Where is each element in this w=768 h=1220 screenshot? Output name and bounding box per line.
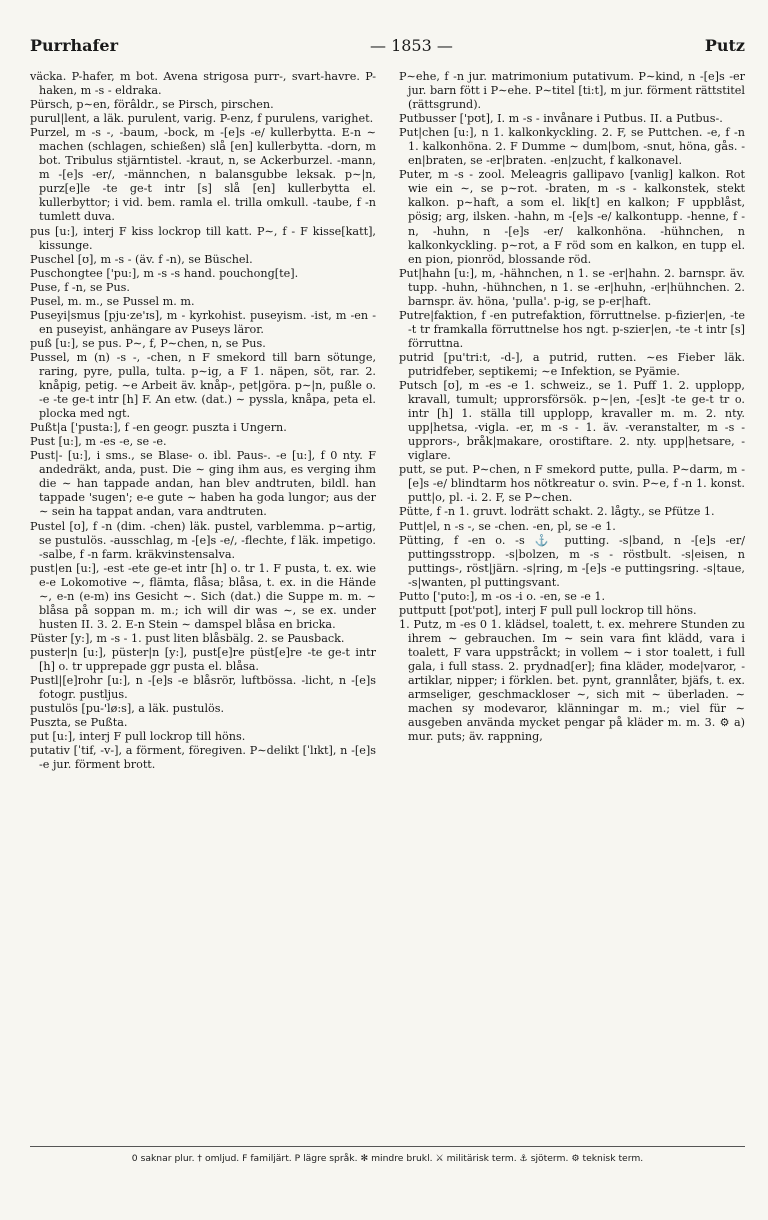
dictionary-entry: Pusel, m. m., se Pussel m. m. — [30, 294, 195, 308]
dictionary-entry: put [u:], interj F pull lockrop till höns. — [30, 730, 246, 744]
dictionary-entry: puster|n [u:], püster|n [y:], pust[e]re püst[e]re -te ge-t intr [h] o. tr upprepade ggr pusta el. blåsa. — [30, 645, 376, 673]
dictionary-entry: väcka. P-hafer, m bot. Avena strigosa purr-, svart-havre. P-haken, m -s - eldraka. — [30, 70, 376, 98]
dictionary-entry: Pussel, m (n) -s -, -chen, n F smekord till barn sötunge, raring, pyre, pulla, tulta. p∼ig, a F 1. näpen, söt, rar. 2. knåpig, petig. ∼e Arbeit äv. knåp-, pet|göra. p∼|n, pußle o. -e -te ge-t intr [h] F. An etw. (dat.) ∼ pyssla, knåpa, peta el. plocka med ngt. — [30, 350, 376, 421]
dictionary-entry: Putto ['puto:], m -os -i o. -en, se -e 1. — [399, 589, 606, 603]
two-column-body — [30, 70, 745, 772]
dictionary-entry: Putre|faktion, f -en putrefaktion, förruttnelse. p-fizier|en, -te -t tr framkalla förruttnelse hos ngt. p-szier|en, -te -t intr [s] förruttna. — [399, 308, 745, 350]
dictionary-entry: puttputt [pʊt'pʊt], interj F pull pull lockrop till höns. — [399, 603, 697, 617]
page-number: — 1853 — — [369, 36, 453, 55]
dictionary-entry: Pürsch, p∼en, förâldr., se Pirsch, pirschen. — [30, 98, 274, 112]
dictionary-entry: P∼ehe, f -n jur. matrimonium putativum. P∼kind, n -[e]s -er jur. barn fött i P∼ehe. P∼titel [ti:t], m jur. förment rättstitel (rättsgrund). — [399, 70, 745, 112]
dictionary-entry: Purzel, m -s -, -baum, -bock, m -[e]s -e/ kullerbytta. E-n ∼ machen (schlagen, schießen) slå [en] kullerbytta. -dorn, m bot. Tribulus stjärntistel. -kraut, n, se Ackerburzel. -mann, m -[e]s -er/, -männchen, n balansgubbe leksak. p∼|n, purz[e]le -te ge-t intr [s] slå [en] kullerbytta el. kullerbyttor; i vid. bem. ramla el. trilla omkull. -taube, f -n tumlett duva. — [30, 126, 376, 224]
dictionary-entry: Put|hahn [u:], m, -hähnchen, n 1. se -er|hahn. 2. barnspr. äv. tupp. -huhn, -hühnchen, n 1. se -er|huhn, -er|hühnchen. 2. barnspr. äv. höna, 'pulla'. p-ig, se p-er|haft. — [399, 266, 745, 308]
header-last-entry: Putz — [704, 36, 745, 55]
dictionary-entry: pust|en [u:], -est -ete ge-et intr [h] o. tr 1. F pusta, t. ex. wie e-e Lokomotive ∼, flämta, flåsa; blåsa, t. ex. in die Hände ∼, e-n (e-m) ins Gesicht ∼. Sich (dat.) die Suppe m. m. ∼ blåsa på soppan m. m.; ich will dir was ∼, se ex. under husten II. 3. 2. E-n Stein ∼ damspel blåsa en bricka. — [30, 561, 376, 631]
page-header — [30, 36, 745, 64]
dictionary-entry: Pütting, f -en o. -s ⚓ putting. -s|band, n -[e]s -er/ puttingsstropp. -s|bolzen, m -s - röstbult. -s|eisen, n puttings-, röst|järn. -s|ring, m -[e]s -e puttingsring. -s|taue, -s|wanten, pl puttingsvant. — [399, 533, 745, 589]
dictionary-entry: purul|lent, a läk. purulent, varig. P-enz, f purulens, varighet. — [30, 112, 374, 126]
dictionary-entry: putt, se put. P∼chen, n F smekord putte, pulla. P∼darm, m -[e]s -e/ blindtarm hos nötkreatur o. svin. P∼e, f -n 1. konst. putt|o, pl. -i. 2. F, se P∼chen. — [399, 463, 745, 505]
dictionary-entry: Puschongtee ['pu:], m -s -s hand. pouchong[te]. — [30, 266, 299, 280]
dictionary-entry: Putsch [ʊ], m -es -e 1. schweiz., se 1. Puff 1. 2. upplopp, kravall, tumult; upprorsförsök. p∼|en, -[es]t -te ge-t tr o. intr [h] 1. ställa till upplopp, kravaller m. m. 2. nty. upp|hetsa, -vigla. -er, m -s - 1. äv. -veranstalter, m -s - upprors-, bråk|makare, orostiftare. 2. nty. upp|hetsare, -viglare. — [399, 379, 745, 463]
dictionary-entry: Pustl|[e]rohr [u:], n -[e]s -e blåsrör, luftbössa. -licht, n -[e]s fotogr. pustljus. — [30, 674, 376, 702]
dictionary-entry: 1. Putz, m -es 0 1. klädsel, toalett, t. ex. mehrere Stunden zu ihrem ∼ gebrauchen. Im ∼ sein vara fint klädd, vara i toalett, F vara uppstråckt; in vollem ∼ i stor toalett, i full gala, i full stass. 2. prydnad[er]; fina kläder, mode|varor, -artiklar, nipper; i förklen. bet. pynt, grannlåter, bjäfs, t. ex. armseliger, geschmackloser ∼, sich mit ∼ überladen. ∼ machen sy modevaror, klänningar m. m.; viel für ∼ ausgeben använda mycket pengar på kläder m. m. 3. ⚙ a) mur. puts; äv. rappning, — [399, 617, 745, 744]
dictionary-entry: Pust|- [u:], i sms., se Blase- o. ibl. Paus-. -e [u:], f 0 nty. F andedräkt, anda, pust. Die ∼ ging ihm aus, es verging ihm die ∼ han tappade andan, han blev andtruten, bildl. han tappade 'sugen'; e-e gute ∼ haben ha goda lungor; aus der ∼ sein ha tappat andan, vara andtruten. — [30, 449, 376, 519]
dictionary-entry: Püster [y:], m -s - 1. pust liten blåsbälg. 2. se Pausback. — [30, 631, 345, 645]
dictionary-entry: pustulös [pu-'lø:s], a läk. pustulös. — [30, 702, 225, 716]
abbreviation-legend: 0 saknar plur. † omljud. F familjärt. P lägre språk. ✻ mindre brukl. ⚔ militärisk term. ⚓ sjöterm. ⚙ teknisk term. — [30, 1146, 745, 1165]
dictionary-entry: Pütte, f -n 1. gruvt. lodrätt schakt. 2. lågty., se Pfütze 1. — [399, 505, 715, 519]
dictionary-page — [30, 36, 745, 772]
dictionary-entry: Put|chen [u:], n 1. kalkonkyckling. 2. F, se Puttchen. -e, f -n 1. kalkonhöna. 2. F Dumme ∼ dum|bom, -snut, höna, gås. -en|braten, se -er|braten. -en|zucht, f kalkonavel. — [399, 126, 745, 168]
dictionary-entry: pus [u:], interj F kiss lockrop till katt. P∼, f - F kisse[katt], kissunge. — [30, 224, 376, 252]
dictionary-entry: puß [u:], se pus. P∼, f, P∼chen, n, se Pus. — [30, 336, 266, 350]
dictionary-entry: putativ [ˈtif, -v-], a förment, föregiven. P∼delikt [ˈlɪkt], n -[e]s -e jur. förment brott. — [30, 744, 376, 772]
dictionary-entry: Puse, f -n, se Pus. — [30, 280, 130, 294]
header-first-entry: Purrhafer — [30, 36, 119, 55]
dictionary-entry: Puschel [ʊ], m -s - (äv. f -n), se Büschel. — [30, 252, 253, 266]
dictionary-entry: Pust [u:], m -es -e, se -e. — [30, 435, 167, 449]
right-column — [399, 70, 745, 772]
dictionary-entry: putrid [pu'tri:t, -d-], a putrid, rutten. ∼es Fieber läk. putridfeber, septikemi; ∼e Infektion, se Pyämie. — [399, 350, 745, 378]
dictionary-entry: Puszta, se Pußta. — [30, 716, 128, 730]
left-column — [30, 70, 376, 772]
dictionary-entry: Pustel [ʊ], f -n (dim. -chen) läk. pustel, varblemma. p∼artig, se pustulös. -ausschlag, m -[e]s -e/, -flechte, f läk. impetigo. -salbe, f -n farm. kräkvinstensalva. — [30, 519, 376, 561]
dictionary-entry: Pußt|a ['pusta:], f -en geogr. puszta i Ungern. — [30, 421, 287, 435]
dictionary-entry: Putt|el, n -s -, se -chen. -en, pl, se -e 1. — [399, 519, 616, 533]
dictionary-entry: Putbusser ['pʊt], I. m -s - invånare i Putbus. II. a Putbus-. — [399, 112, 723, 126]
dictionary-entry: Puter, m -s - zool. Meleagris gallipavo [vanlig] kalkon. Rot wie ein ∼, se p∼rot. -braten, m -s - kalkonstek, stekt kalkon. p∼haft, a som el. lik[t] en kalkon; F uppblåst, pösig; arg, ilsken. -hahn, m -[e]s -e/ kalkontupp. -henne, f -n, -huhn, n -[e]s -er/ kalkonhöna. -hühnchen, n kalkonkyckling. p∼rot, a F röd som en kalkon, en tupp el. en pion, pionröd, blossande röd. — [399, 168, 745, 266]
dictionary-entry: Puseyi|smus [pju·ze'ɪs], m - kyrkohist. puseyism. -ist, m -en -en puseyist, anhängare av Puseys läror. — [30, 308, 376, 336]
